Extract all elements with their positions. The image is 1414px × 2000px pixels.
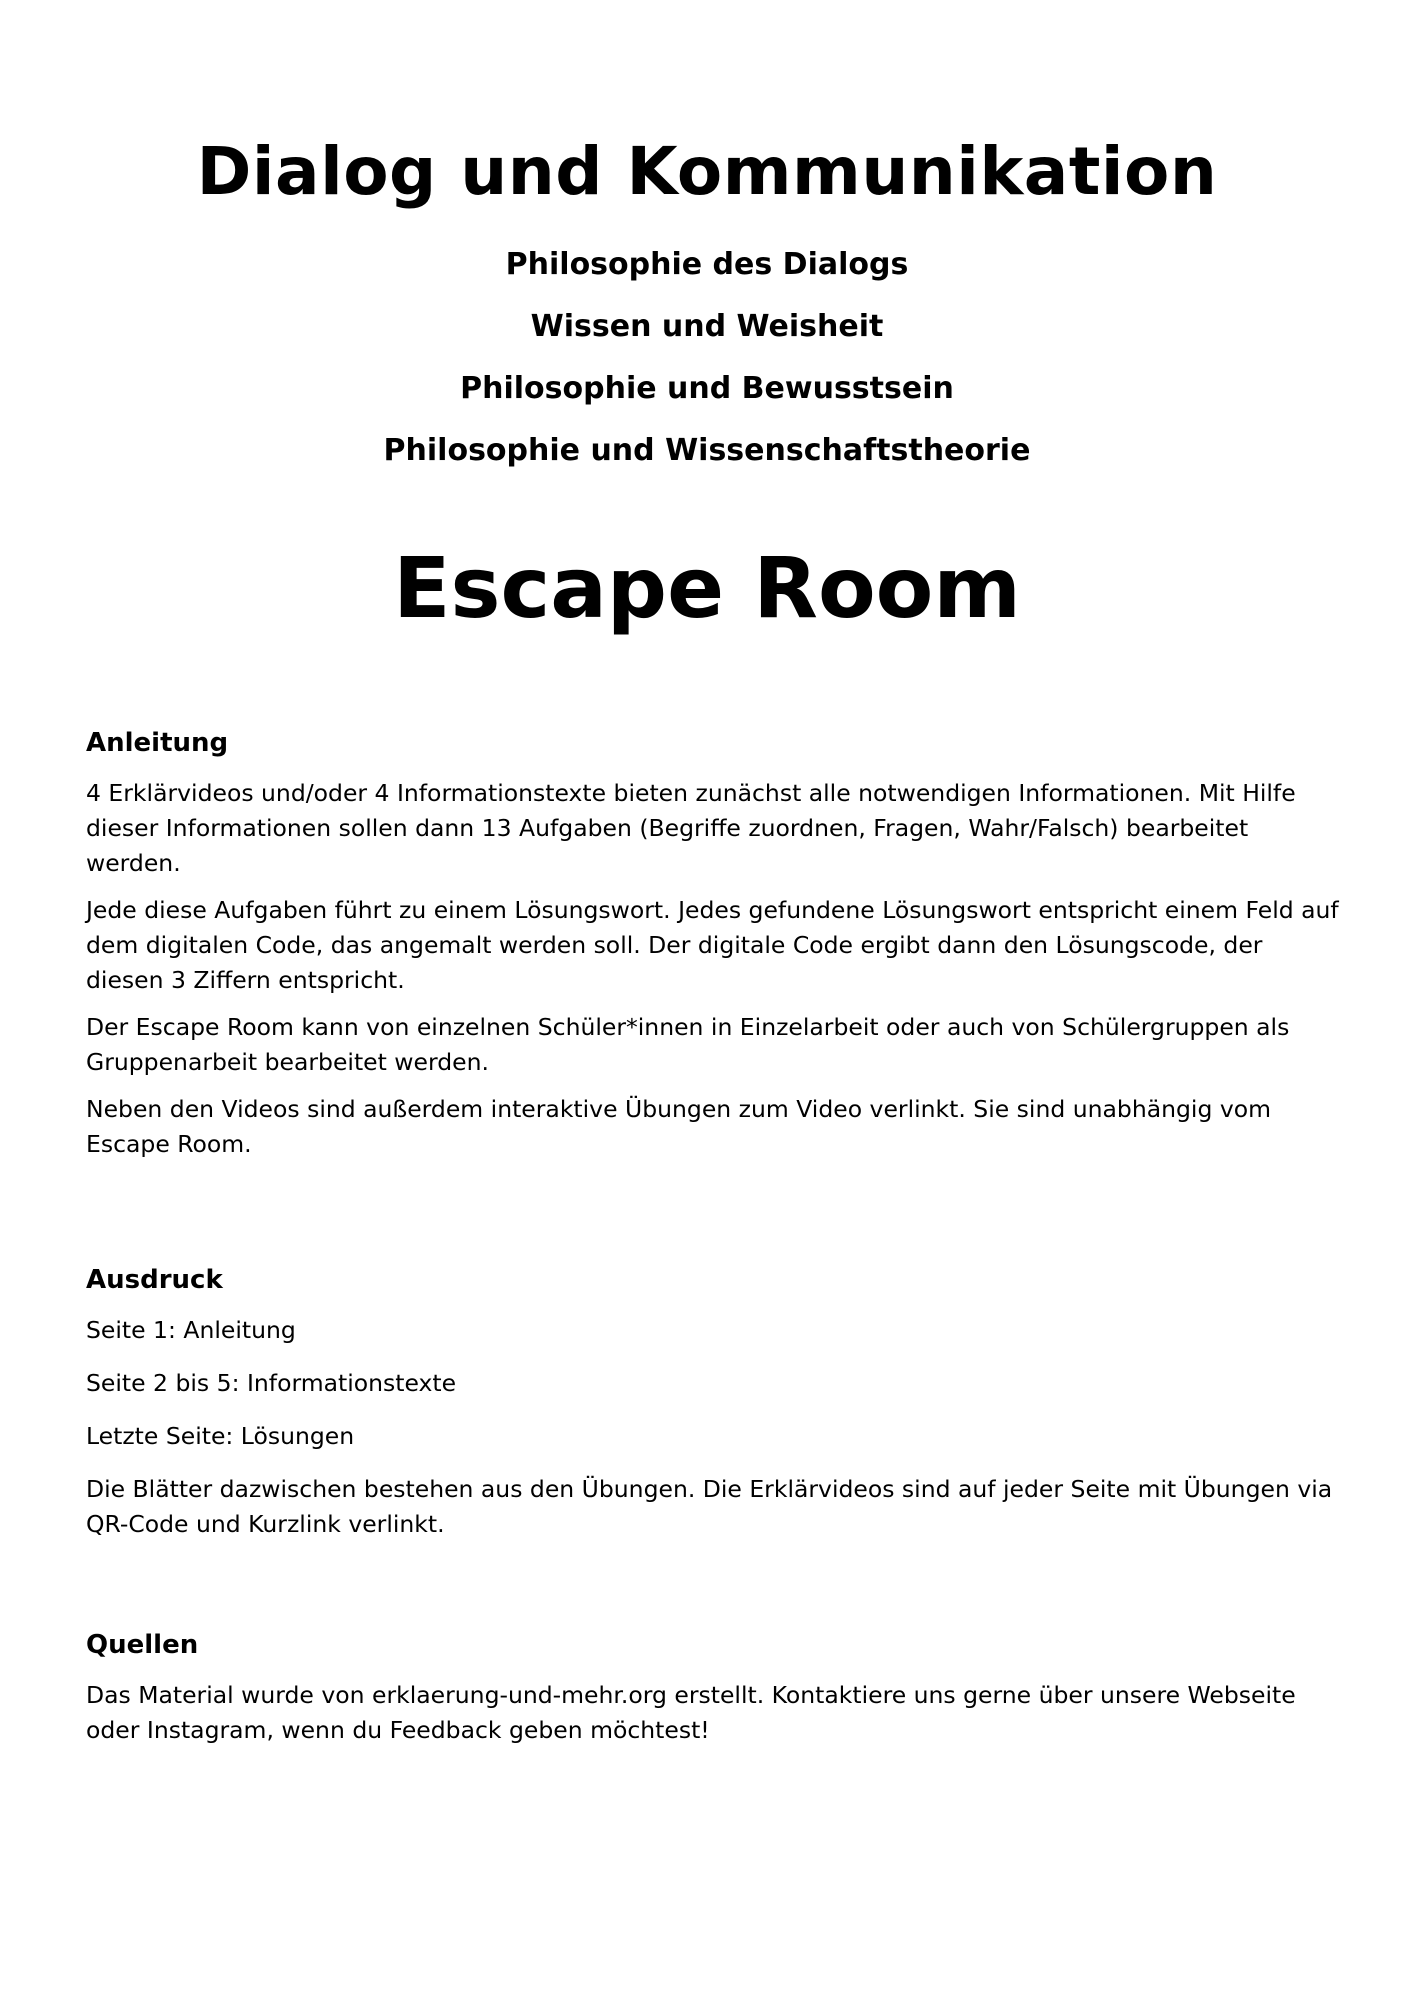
topic-item: Wissen und Weisheit [530,309,884,344]
document-title: Dialog und Kommunikation [196,133,1218,211]
paragraph: Jede diese Aufgaben führt zu einem Lösungswort. Jedes gefundene Lösungswort entspricht einem Feld auf dem digitalen Code, das angemalt werden soll. Der digitale Code ergibt dann den Lösungscode, der diesen 3 Ziffern entspricht. [86,896,1339,994]
paragraph: 4 Erklärvideos und/oder 4 Informationstexte bieten zunächst alle notwendigen Informationen. Mit Hilfe dieser Informationen sollen dann 13 Aufgaben (Begriffe zuordnen, Fragen, Wahr/Falsch) bearbeitet werden. [86,779,1296,877]
section-anleitung [86,726,1341,1174]
topic-item: Philosophie des Dialogs [505,247,909,282]
escape-room-title: Escape Room [393,539,1021,637]
paragraph: Letzte Seite: Lösungen [86,1422,355,1450]
topic-item: Philosophie und Wissenschaftstheorie [383,433,1031,468]
topic-list [0,240,1414,488]
paragraph: Das Material wurde von erklaerung-und-mehr.org erstellt. Kontaktiere uns gerne über unsere Webseite oder Instagram, wenn du Feedback geben möchtest! [86,1681,1296,1744]
section-quellen [86,1628,1341,1760]
section-heading: Quellen [86,1630,199,1660]
section-ausdruck [86,1263,1341,1560]
section-heading: Anleitung [86,728,229,758]
topic-item: Philosophie und Bewusstsein [460,371,954,406]
paragraph: Seite 2 bis 5: Informationstexte [86,1369,457,1397]
paragraph: Neben den Videos sind außerdem interaktive Übungen zum Video verlinkt. Sie sind unabhängig vom Escape Room. [86,1095,1272,1158]
paragraph: Seite 1: Anleitung [86,1316,296,1344]
paragraph: Die Blätter dazwischen bestehen aus den Übungen. Die Erklärvideos sind auf jeder Seite mit Übungen via QR-Code und Kurzlink verlinkt. [86,1475,1333,1538]
paragraph: Der Escape Room kann von einzelnen Schüler*innen in Einzelarbeit oder auch von Schülergruppen als Gruppenarbeit bearbeitet werden. [86,1013,1290,1076]
section-heading: Ausdruck [86,1265,223,1295]
